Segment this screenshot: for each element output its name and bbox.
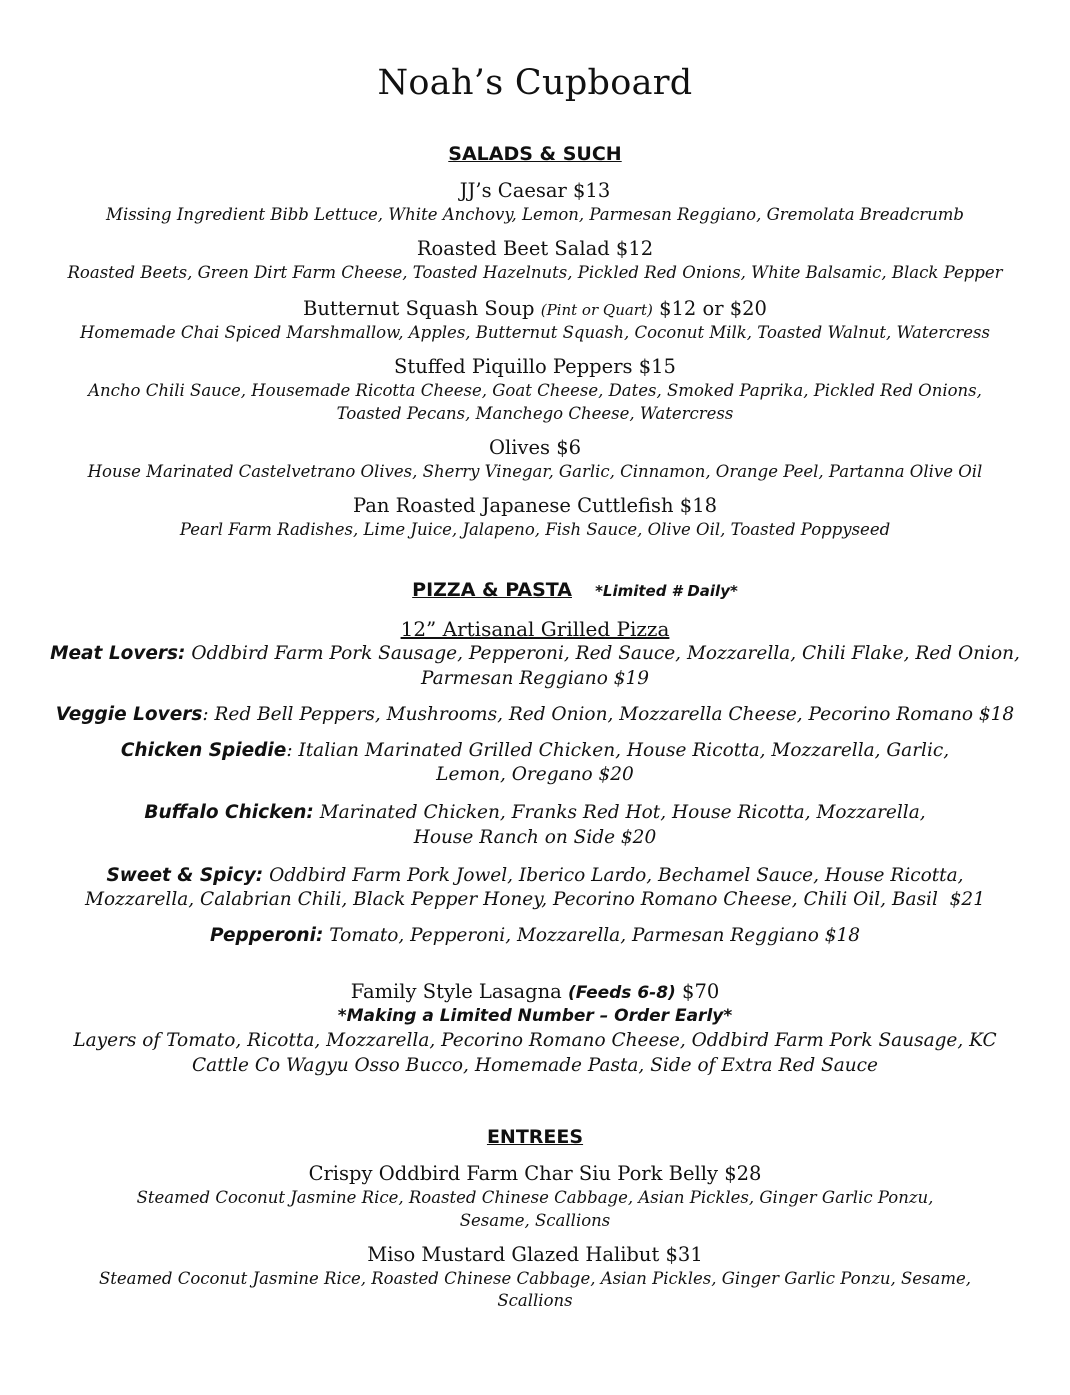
- pizza-description: Lemon, Oregano $20: [436, 764, 634, 785]
- menu-item-description: Homemade Chai Spiced Marshmallow, Apples, Butternut Squash, Coconut Milk, Toasted Walnut, Watercress: [80, 323, 990, 342]
- section-heading-salads: SALADS & SUCH: [448, 143, 622, 165]
- menu-item-description: Ancho Chili Sauce, Housemade Ricotta Cheese, Goat Cheese, Dates, Smoked Paprika, Pickled Red Onions,: [88, 381, 982, 400]
- menu-item-description: Steamed Coconut Jasmine Rice, Roasted Chinese Cabbage, Asian Pickles, Ginger Garlic Ponzu, Sesame,: [98, 1269, 972, 1288]
- menu-item-name: Olives $6: [488, 436, 582, 459]
- restaurant-title: Noah’s Cupboard: [377, 63, 693, 103]
- pizza-name: Meat Lovers:: [50, 643, 186, 664]
- menu-item-name: Crispy Oddbird Farm Char Siu Pork Belly $28: [308, 1162, 762, 1185]
- pizza-name: Veggie Lovers: [55, 704, 203, 725]
- menu-item-description: Pearl Farm Radishes, Lime Juice, Jalapeno, Fish Sauce, Olive Oil, Toasted Poppyseed: [179, 520, 891, 539]
- pizza-description: Parmesan Reggiano $19: [420, 668, 650, 689]
- lasagna-price: $70: [682, 980, 720, 1003]
- pizza-meat-lovers: [0, 643, 1070, 664]
- pizza-name: Sweet & Spicy:: [106, 865, 264, 886]
- menu-item-name: Miso Mustard Glazed Halibut $31: [367, 1243, 703, 1266]
- menu-item-name: Stuffed Piquillo Peppers $15: [394, 355, 676, 378]
- section-heading-entrees: ENTREES: [486, 1126, 584, 1148]
- menu-item-description: House Marinated Castelvetrano Olives, Sherry Vinegar, Garlic, Cinnamon, Orange Peel, Partanna Olive Oil: [87, 462, 983, 481]
- pizza-name: Chicken Spiedie: [120, 740, 287, 761]
- menu-item-description: Steamed Coconut Jasmine Rice, Roasted Chinese Cabbage, Asian Pickles, Ginger Garlic Ponzu,: [136, 1188, 934, 1207]
- menu-item-name: Butternut Squash Soup: [303, 297, 535, 320]
- menu-item-description: Roasted Beets, Green Dirt Farm Cheese, Toasted Hazelnuts, Pickled Red Onions, White Balsamic, Black Pepper: [67, 263, 1003, 282]
- section-heading-pizza-row: [0, 579, 1070, 601]
- pizza-name: Pepperoni:: [209, 925, 324, 946]
- pizza-description: Oddbird Farm Pork Sausage, Pepperoni, Red Sauce, Mozzarella, Chili Flake, Red Onion,: [191, 643, 1020, 664]
- menu-item-price: $12 or $20: [659, 297, 767, 320]
- menu-item-description: Missing Ingredient Bibb Lettuce, White Anchovy, Lemon, Parmesan Reggiano, Gremolata Breadcrumb: [106, 205, 964, 224]
- pizza-description: House Ranch on Side $20: [413, 827, 657, 848]
- menu-item-description: Toasted Pecans, Manchego Cheese, Watercress: [336, 404, 734, 423]
- menu-item-name-soup: [0, 297, 1070, 320]
- menu-item-description: Sesame, Scallions: [459, 1211, 611, 1230]
- pizza-buffalo-chicken: [0, 802, 1070, 823]
- lasagna-feeds: (Feeds 6-8): [568, 983, 676, 1003]
- lasagna-order-note: *Making a Limited Number – Order Early*: [337, 1006, 733, 1026]
- pizza-chicken-spiedie: [0, 740, 1070, 761]
- pizza-description: : Italian Marinated Grilled Chicken, House Ricotta, Mozzarella, Garlic,: [286, 740, 950, 761]
- menu-item-name: Roasted Beet Salad $12: [416, 237, 654, 260]
- menu-item-name: JJ’s Caesar $13: [459, 179, 611, 202]
- menu-item-name: Pan Roasted Japanese Cuttlefish $18: [352, 494, 718, 517]
- pizza-veggie-lovers: [0, 704, 1070, 725]
- pizza-description: : Red Bell Peppers, Mushrooms, Red Onion, Mozzarella Cheese, Pecorino Romano $18: [202, 704, 1015, 725]
- pizza-description: Tomato, Pepperoni, Mozzarella, Parmesan Reggiano $18: [329, 925, 861, 946]
- pizza-subheading: 12” Artisanal Grilled Pizza: [400, 617, 670, 641]
- lasagna-description: Cattle Co Wagyu Osso Bucco, Homemade Pasta, Side of Extra Red Sauce: [192, 1055, 878, 1076]
- pizza-name: Buffalo Chicken:: [144, 802, 314, 823]
- pizza-pepperoni: [0, 925, 1070, 946]
- pizza-description: Oddbird Farm Pork Jowel, Iberico Lardo, Bechamel Sauce, House Ricotta,: [269, 865, 964, 886]
- lasagna-title: [0, 980, 1070, 1003]
- lasagna-name: Family Style Lasagna: [350, 980, 562, 1003]
- lasagna-description: Layers of Tomato, Ricotta, Mozzarella, Pecorino Romano Cheese, Oddbird Farm Pork Sausage, KC: [73, 1030, 997, 1051]
- section-heading-pizza: PIZZA & PASTA: [412, 579, 572, 601]
- size-note: (Pint or Quart): [540, 301, 653, 319]
- menu-item-description: Scallions: [497, 1291, 573, 1310]
- pizza-sweet-spicy: [0, 865, 1070, 886]
- pizza-description: Marinated Chicken, Franks Red Hot, House Ricotta, Mozzarella,: [319, 802, 926, 823]
- pizza-description: Mozzarella, Calabrian Chili, Black Pepper Honey, Pecorino Romano Cheese, Chili Oil, Basil $21: [85, 889, 985, 910]
- limited-daily-note: *Limited # Daily*: [595, 582, 738, 600]
